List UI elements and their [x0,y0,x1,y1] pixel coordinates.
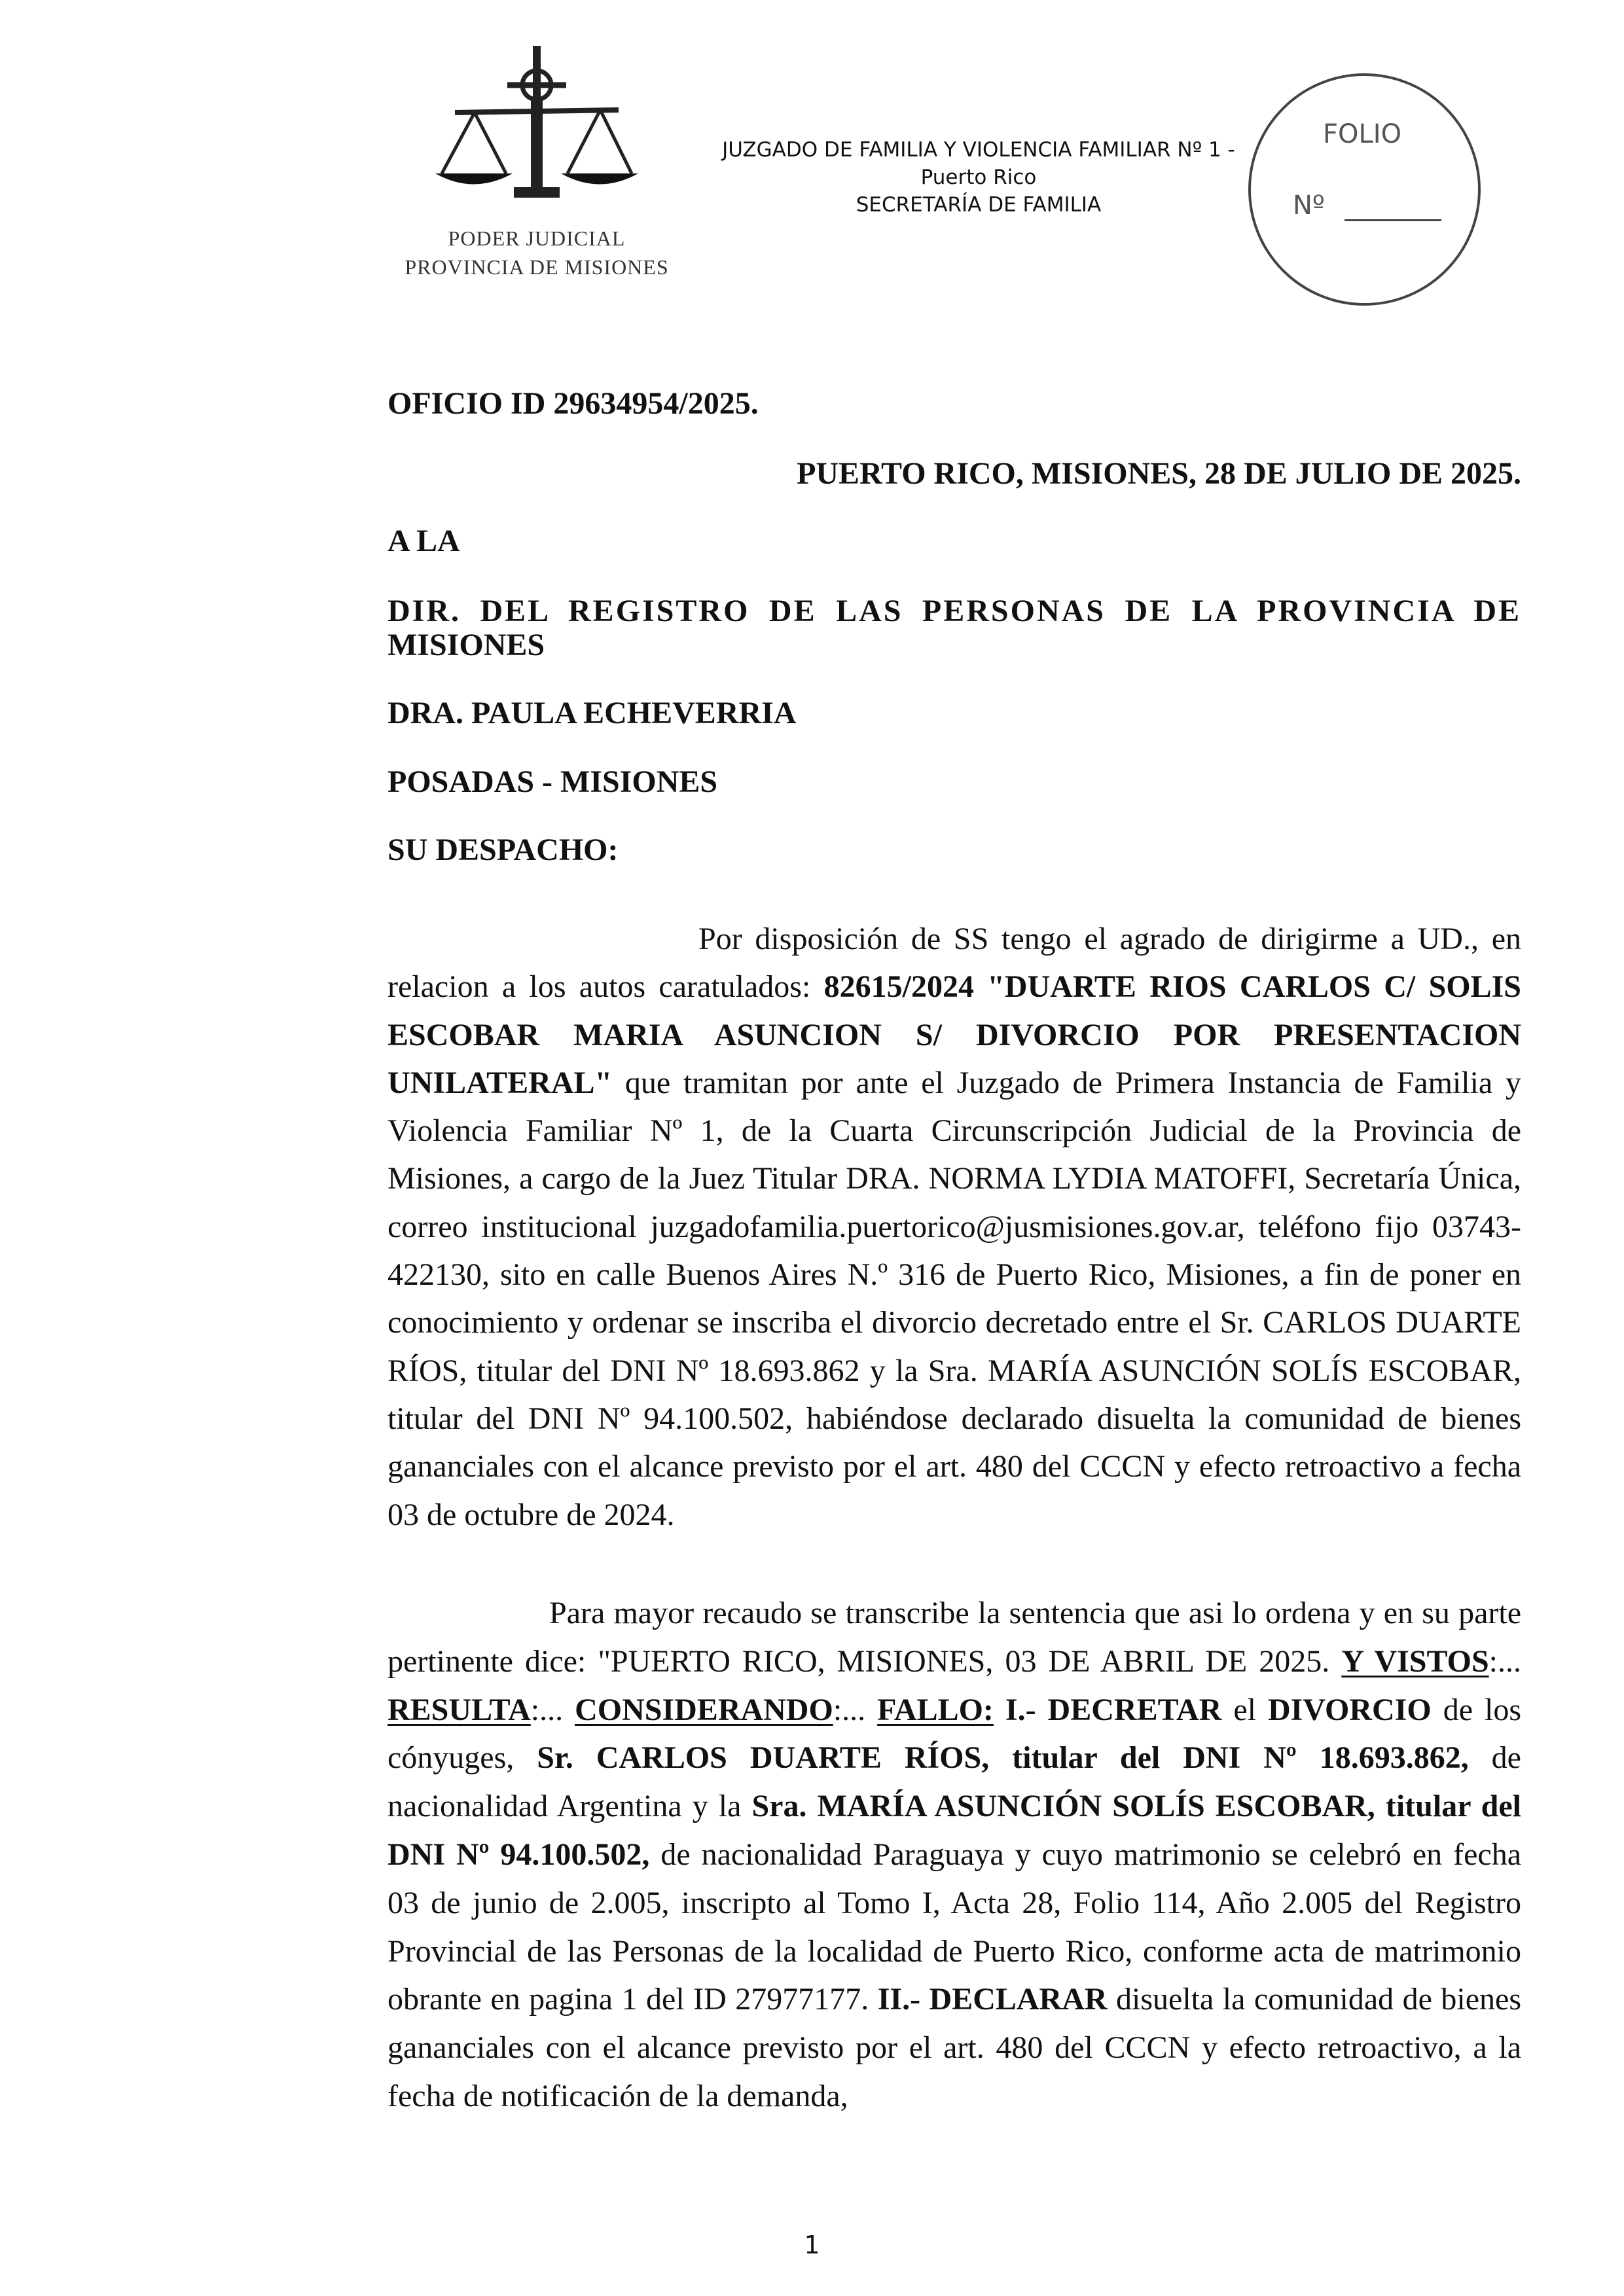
p2-conyuges: de los cónyuges, [388,1692,1521,1776]
ellipsis-2: :... [530,1692,575,1727]
ellipsis-3: :... [833,1692,878,1727]
considerando: CONSIDERANDO [575,1692,833,1727]
folio-label: FOLIO [1323,119,1402,149]
court-header [694,136,1263,219]
p1-rest: que tramitan por ante el Juzgado de Primera Instancia de Familia y Violencia Familiar Nº 1, de la Cuarta Circunscripción Judicial de la Provincia de Misiones, a cargo de la Juez Titular DRA. NORMA LYDIA MATOFFI, Secretaría Única, correo institucional juzgadofamilia.puertorico@jusmisiones.gov.ar, teléfono fijo 03743-422130, sito en calle Buenos Aires N.º 316 de Puerto Rico, Misiones, a fin de poner en conocimiento y ordenar se inscriba el divorcio decretado entre el Sr. CARLOS DUARTE RÍOS, titular del DNI Nº 18.693.862 y la Sra. MARÍA ASUNCIÓN SOLÍS ESCOBAR, titular del DNI Nº 94.100.502, habiéndose declarado disuelta la comunidad de bienes gananciales con el alcance previsto por el art. 480 del CCCN y efecto retroactivo a fecha 03 de octubre de 2024. [388,1065,1521,1532]
y-vistos: Y VISTOS [1341,1643,1489,1679]
oficio-id: OFICIO ID 29634954/2025. [388,386,759,421]
logo-text-provincia: PROVINCIA DE MISIONES [405,255,669,279]
case-title: 82615/2024 "DUARTE RIOS CARLOS C/ SOLIS ESCOBAR MARIA ASUNCION S/ DIVORCIO POR PRESENTACION UNILATERAL" [388,969,1521,1100]
addressee-location: POSADAS - MISIONES [388,764,718,799]
logo-text-poder-judicial: PODER JUDICIAL [448,226,626,250]
p1-intro: Por disposición de SS tengo el agrado de dirigirme a UD., en relacion a los autos caratulados: [388,922,1521,1005]
p2-el: el [1221,1692,1268,1727]
p2-marriage-details: de nacionalidad Paraguaya y cuyo matrimonio se celebró en fecha 03 de junio de 2.005, inscripto al Tomo I, Acta 28, Folio 114, Año 2.005 del Registro Provincial de las Personas de la localidad de Puerto Rico, conforme acta de matrimonio obrante en pagina 1 del ID 27977177. [388,1837,1522,2017]
addressee-line-1: DIR. DEL REGISTRO DE LAS PERSONAS DE LA PROVINCIA DE [388,594,1521,628]
court-secretariat: SECRETARÍA DE FAMILIA [856,193,1102,217]
addressee-line-2: MISIONES [388,628,545,662]
decretar: I.- DECRETAR [993,1692,1222,1727]
body-paragraph-2 [388,1589,1521,2121]
fallo: FALLO: [877,1692,994,1727]
divorcio: DIVORCIO [1267,1692,1432,1727]
folio-stamp [1248,73,1481,306]
p2-intro: Para mayor recaudo se transcribe la sentencia que asi lo ordena y en su parte pertinente dice: "PUERTO RICO, MISIONES, 03 DE ABRIL DE 2025. [388,1596,1521,1679]
declarar: II.- DECLARAR [877,1982,1108,2017]
judicial-logo [393,39,681,288]
court-name-line-1: JUZGADO DE FAMILIA Y VIOLENCIA FAMILIAR Nº 1 - [722,138,1235,162]
folio-number-label: Nº [1293,190,1325,221]
scales-of-justice-icon [429,39,645,223]
to-prefix: A LA [388,524,460,558]
spouse-2: Sra. MARÍA ASUNCIÓN SOLÍS ESCOBAR, titular del DNI Nº 94.100.502, [388,1789,1522,1872]
resulta: RESULTA [388,1692,531,1727]
place-date: PUERTO RICO, MISIONES, 28 DE JULIO DE 2025. [797,456,1521,491]
p2-nationality-1: de nacionalidad Argentina y la [388,1740,1521,1824]
spouse-1: Sr. CARLOS DUARTE RÍOS, titular del DNI Nº 18.693.862, [537,1740,1469,1776]
page-number: 1 [804,2231,820,2259]
body-paragraph-1 [388,915,1521,1539]
court-name-line-2: Puerto Rico [920,166,1037,189]
addressee-name: DRA. PAULA ECHEVERRIA [388,696,797,730]
ellipsis-1: :... [1489,1643,1521,1679]
p2-closing: disuelta la comunidad de bienes gananciales con el alcance previsto por el art. 480 del CCCN y efecto retroactivo, a la fecha de notificación de la demanda, [388,1982,1522,2113]
folio-number-blank [1344,219,1441,221]
salutation: SU DESPACHO: [388,833,619,867]
